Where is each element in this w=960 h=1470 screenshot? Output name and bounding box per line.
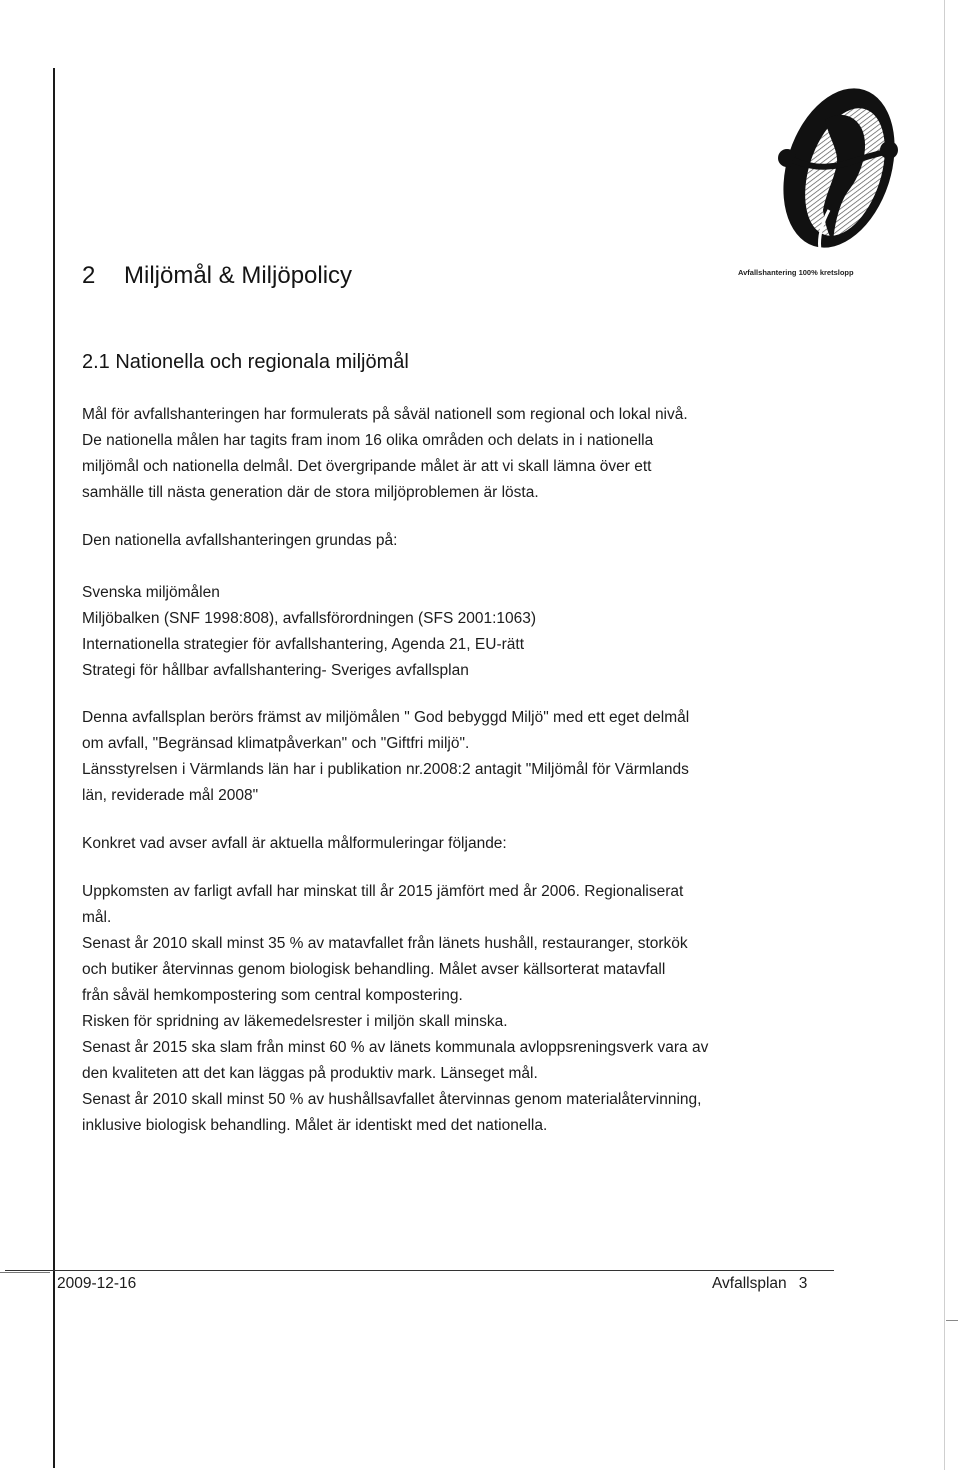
goal-line: från såväl hemkompostering som central kompostering.	[82, 987, 463, 1004]
footer-doc-title: Avfallsplan	[712, 1275, 787, 1292]
goal-line: Risken för spridning av läkemedelsrester i miljön skall minska.	[82, 1013, 508, 1030]
goal-line: Senast år 2010 skall minst 35 % av matavfallet från länets hushåll, restauranger, storkök	[82, 935, 688, 952]
intro-line: samhälle till nästa generation där de stora miljöproblemen är lösta.	[82, 484, 539, 501]
chapter-heading	[82, 262, 352, 290]
goal-line: den kvaliteten att det kan läggas på produktiv mark. Länseget mål.	[82, 1065, 538, 1082]
grounds-list	[82, 580, 862, 684]
concrete-intro	[82, 831, 862, 857]
plan-line: Denna avfallsplan berörs främst av miljömålen " God bebyggd Miljö" med ett eget delmål	[82, 709, 690, 726]
intro-paragraph	[82, 402, 862, 506]
plan-line: Länsstyrelsen i Värmlands län har i publikation nr.2008:2 antagit "Miljömål för Värmlands	[82, 761, 689, 778]
footer-date: 2009-12-16	[57, 1275, 137, 1292]
grounds-intro-text: Den nationella avfallshanteringen grundas på:	[82, 532, 398, 549]
right-edge-mark	[946, 1320, 958, 1321]
plan-line: län, reviderade mål 2008"	[82, 787, 259, 804]
goal-line: Senast år 2015 ska slam från minst 60 % av länets kommunala avloppsreningsverk vara av	[82, 1039, 709, 1056]
footer-doc-info	[712, 1275, 807, 1293]
goals-list	[82, 879, 862, 1139]
footer-rule	[5, 1270, 834, 1271]
chapter-number: 2	[82, 262, 96, 289]
intro-line: De nationella målen har tagits fram inom 16 olika områden och delats in i nationella	[82, 432, 654, 449]
goal-line: och butiker återvinnas genom biologisk behandling. Målet avser källsorterat matavfall	[82, 961, 666, 978]
concrete-intro-text: Konkret vad avser avfall är aktuella målformuleringar följande:	[82, 835, 507, 852]
plan-line: om avfall, "Begränsad klimatpåverkan" och "Giftfri miljö".	[82, 735, 470, 752]
chapter-title: Miljömål & Miljöpolicy	[124, 262, 353, 289]
goal-line: mål.	[82, 909, 112, 926]
grounds-item: Svenska miljömålen	[82, 584, 220, 601]
logo-caption: Avfallshantering 100% kretslopp	[738, 268, 854, 277]
page-number: 3	[798, 1275, 808, 1292]
plan-paragraph	[82, 705, 862, 809]
grounds-item: Strategi för hållbar avfallshantering- Sveriges avfallsplan	[82, 662, 469, 679]
intro-line: Mål för avfallshanteringen har formulerats på såväl nationell som regional och lokal nivå.	[82, 406, 688, 423]
left-margin-rule	[53, 68, 55, 1468]
intro-line: miljömål och nationella delmål. Det övergripande målet är att vi skall lämna över ett	[82, 458, 652, 475]
right-page-edge	[944, 0, 945, 1470]
recycling-figure-logo	[765, 60, 910, 265]
goal-line: Uppkomsten av farligt avfall har minskat till år 2015 jämfört med år 2006. Regionaliserat	[82, 883, 684, 900]
grounds-intro	[82, 528, 862, 554]
grounds-item: Internationella strategier för avfallshantering, Agenda 21, EU-rätt	[82, 636, 525, 653]
section-heading: 2.1 Nationella och regionala miljömål	[82, 351, 409, 373]
goal-line: inklusive biologisk behandling. Målet är identiskt med det nationella.	[82, 1117, 548, 1134]
grounds-item: Miljöbalken (SNF 1998:808), avfallsförordningen (SFS 2001:1063)	[82, 610, 537, 627]
goal-line: Senast år 2010 skall minst 50 % av hushållsavfallet återvinnas genom materialåtervinning,	[82, 1091, 702, 1108]
footer-rule-left	[0, 1272, 50, 1273]
